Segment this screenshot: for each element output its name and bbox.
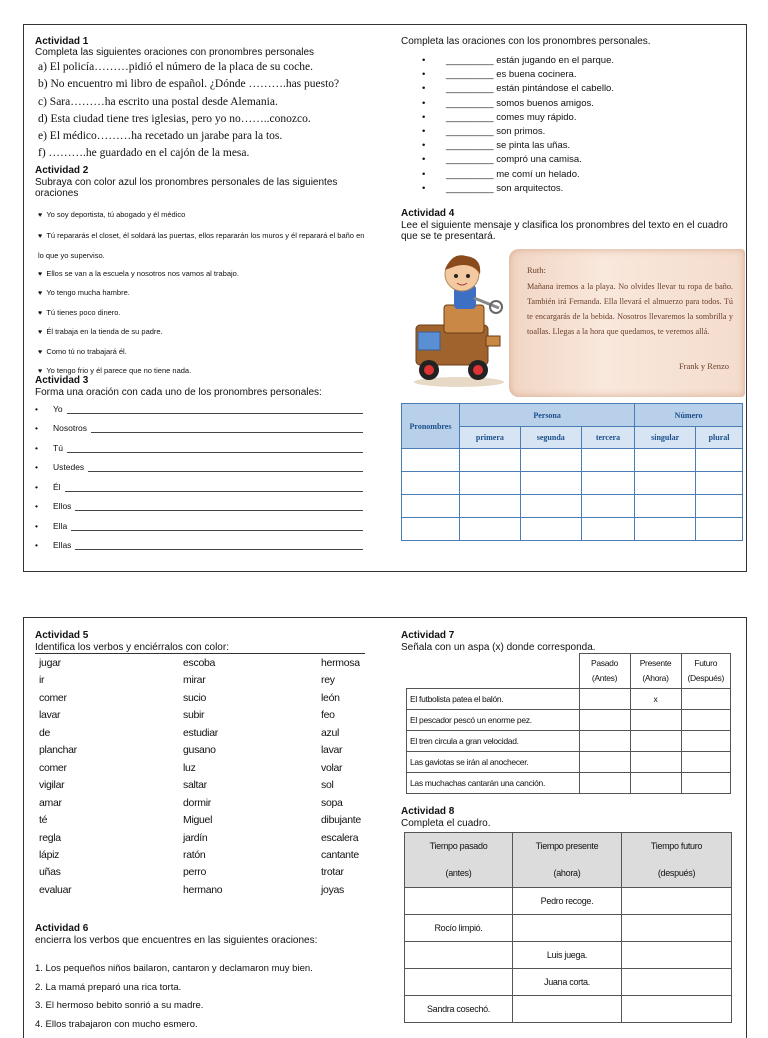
- word: perro: [183, 866, 207, 879]
- word: escalera: [321, 831, 359, 844]
- act6-item: 2. La mamá preparó una rica torta.: [35, 981, 182, 993]
- complete-item: • _________ me comí un helado.: [422, 168, 580, 180]
- table-row: Sandra cosechó.: [405, 996, 732, 1023]
- word: de: [39, 726, 51, 739]
- tense-table: [406, 653, 731, 794]
- word: hermosa: [321, 657, 360, 669]
- letter-scroll: [509, 249, 745, 397]
- word: estudiar: [183, 726, 218, 739]
- act2-item: ♥ Como tú no trabajará él.: [38, 346, 127, 356]
- act3-row: • Yo: [35, 399, 363, 419]
- word: planchar: [39, 744, 77, 757]
- table-row: [402, 495, 743, 518]
- table-row: [402, 472, 743, 495]
- act2-title: Actividad 2: [35, 165, 89, 176]
- act8-instruction: Completa el cuadro.: [401, 818, 491, 829]
- act3-row: • Ella: [35, 516, 363, 536]
- act5-col3: [321, 655, 361, 899]
- letter-signature: Frank y Renzo: [678, 361, 729, 371]
- complete-tense-table: [404, 832, 732, 1023]
- word: joyas: [321, 883, 345, 896]
- pronouns-table: [401, 403, 743, 541]
- word: comer: [39, 691, 67, 704]
- table-row: Las muchachas cantarán una canción.: [407, 773, 731, 794]
- word: vigilar: [39, 779, 65, 792]
- table-row: Pedro recoge.: [405, 888, 732, 915]
- word: jugar: [39, 657, 61, 669]
- word: saltar: [183, 779, 207, 792]
- word: amar: [39, 796, 62, 809]
- header-numero: Número: [635, 404, 743, 427]
- act2-item: ♥ Tú tienes poco dinero.: [38, 307, 121, 317]
- word: lavar: [39, 709, 61, 722]
- complete-item: • _________ son primos.: [422, 126, 546, 138]
- header-pronombres: Pronombres: [402, 404, 460, 449]
- act3-row: • Tú: [35, 438, 363, 458]
- word: luz: [183, 761, 196, 774]
- word: té: [39, 814, 48, 827]
- act2-instruction: Subraya con color azul los pronombres personales de las siguientes oraciones: [35, 177, 338, 199]
- word: gusano: [183, 744, 216, 757]
- boy-in-car-illustration: [404, 250, 514, 390]
- word: ir: [39, 674, 45, 687]
- word: evaluar: [39, 883, 72, 896]
- table-row: Rocío limpió.: [405, 915, 732, 942]
- complete-item: • _________ es buena cocinera.: [422, 69, 577, 81]
- table-row: Las gaviotas se irán al anochecer.: [407, 752, 731, 773]
- act3-row: • Ustedes: [35, 458, 363, 478]
- act2-list: [38, 206, 368, 382]
- word: volar: [321, 761, 343, 774]
- act3-list: [35, 399, 363, 555]
- word: dibujante: [321, 814, 361, 827]
- heart-bullet-icon: ♥: [38, 309, 43, 317]
- act1-list: [38, 59, 388, 163]
- act3-instruction: Forma una oración con cada uno de los pronombres personales:: [35, 387, 322, 398]
- header-singular: singular: [635, 427, 696, 449]
- word: regla: [39, 831, 61, 844]
- worksheet-top: [23, 24, 747, 572]
- word: sopa: [321, 796, 343, 809]
- complete-item: • _________ compró una camisa.: [422, 154, 582, 166]
- word: escoba: [183, 657, 216, 669]
- act2-item: ♥ Ellos se van a la escuela y nosotros nos vamos al trabajo.: [38, 268, 239, 278]
- act6-title: Actividad 6: [35, 923, 89, 934]
- header-tercera: tercera: [581, 427, 635, 449]
- word: ratón: [183, 848, 206, 861]
- act3-row: • Ellas: [35, 536, 363, 556]
- word: lápiz: [39, 848, 60, 861]
- header-plural: plural: [696, 427, 743, 449]
- complete-item: • _________ están pintándose el cabello.: [422, 83, 614, 95]
- act6-item: 3. El hermoso bebito sonrió a su madre.: [35, 1000, 204, 1011]
- table-row: [402, 449, 743, 472]
- act6-list: [35, 960, 313, 1034]
- complete-instruction: Completa las oraciones con los pronombres personales.: [401, 36, 651, 47]
- header-futuro: Futuro (Después): [681, 654, 731, 689]
- act3-row: • Él: [35, 477, 363, 497]
- act3-row: • Nosotros: [35, 419, 363, 439]
- act3-title: Actividad 3: [35, 375, 89, 386]
- table-row: Juana corta.: [405, 969, 732, 996]
- act2-item: ♥ Yo tengo frio y él parece que no tiene nada.: [38, 366, 192, 375]
- word: león: [321, 691, 340, 704]
- header-tiempo-presente: Tiempo presente (ahora): [513, 833, 622, 888]
- complete-list: [422, 54, 614, 196]
- act1-instruction: Completa las siguientes oraciones con pronombres personales: [35, 47, 315, 58]
- heart-bullet-icon: ♥: [38, 290, 43, 297]
- word: sucio: [183, 691, 207, 704]
- act6-instruction: encierra los verbos que encuentres en las siguientes oraciones:: [35, 935, 318, 946]
- letter-body: Mañana iremos a la playa. No olvides llevar tu ropa de baño. También irá Fernanda. Ella llevará el almuerzo para todos. Tú te encargarás de la bebida. Nosotros llevaremos la sombrilla y toallas. Llegas a la hora que quedamos, te veremos allá.: [527, 282, 733, 336]
- act2-item: ♥ Él trabaja en la tienda de su padre.: [38, 327, 163, 336]
- word: sol: [321, 779, 334, 792]
- act5-title: Actividad 5: [35, 630, 89, 641]
- act1-item: f) ……….he guardado en el cajón de la mesa.: [38, 147, 250, 160]
- complete-item: • _________ son arquitectos.: [422, 182, 564, 194]
- header-pasado: Pasado (Antes): [579, 654, 630, 689]
- act2-item: ♥ Yo tengo mucha hambre.: [38, 288, 130, 297]
- word: mirar: [183, 674, 206, 687]
- complete-item: • _________ se pinta las uñas.: [422, 140, 571, 152]
- act2-item: ♥ Tú repararás el closet, él soldará las puertas, ellos repararán los muros y él reparará el baño en lo que yo superviso.: [38, 230, 365, 260]
- word: Miguel: [183, 814, 213, 827]
- word: uñas: [39, 866, 61, 879]
- table-row: Luis juega.: [405, 942, 732, 969]
- word: cantante: [321, 848, 359, 861]
- complete-item: • _________ somos buenos amigos.: [422, 97, 594, 109]
- act2-item: ♥ Yo soy deportista, tú abogado y él médico: [38, 210, 186, 219]
- word: hermano: [183, 883, 223, 896]
- table-row: [402, 518, 743, 541]
- act1-item: e) El médico………ha recetado un jarabe para la tos.: [38, 130, 283, 143]
- word: jardín: [183, 831, 208, 844]
- word: lavar: [321, 744, 343, 757]
- act7-title: Actividad 7: [401, 630, 455, 641]
- heart-bullet-icon: ♥: [38, 329, 43, 336]
- complete-item: • _________ comes muy rápido.: [422, 111, 577, 123]
- heart-bullet-icon: ♥: [38, 368, 43, 375]
- act1-item: c) Sara………ha escrito una postal desde Alemania.: [38, 95, 278, 108]
- word: feo: [321, 709, 335, 722]
- word: azul: [321, 726, 340, 739]
- act5-col1: [39, 655, 77, 899]
- act3-row: • Ellos: [35, 497, 363, 517]
- act6-item: 1. Los pequeños niños bailaron, cantaron y declamaron muy bien.: [35, 963, 313, 974]
- act7-instruction: Señala con un aspa (x) donde corresponda.: [401, 642, 596, 653]
- complete-item: • _________ están jugando en el parque.: [422, 55, 614, 66]
- worksheet-bottom: [23, 617, 747, 1038]
- act5-instruction: Identifica los verbos y enciérralos con color:: [35, 642, 365, 654]
- table-row: El tren circula a gran velocidad.: [407, 731, 731, 752]
- table-row: El futbolista patea el balón. x: [407, 689, 731, 710]
- word: trotar: [321, 866, 344, 879]
- word: dormir: [183, 796, 211, 809]
- act1-item: a) El policía………pidió el número de la placa de su coche.: [38, 61, 313, 73]
- act4-title: Actividad 4: [401, 208, 455, 219]
- heart-bullet-icon: ♥: [38, 232, 43, 240]
- act1-title: Actividad 1: [35, 36, 89, 47]
- act6-item: 4. Ellos trabajaron con mucho esmero.: [35, 1018, 198, 1030]
- word: subir: [183, 709, 205, 722]
- header-presente: Presente (Ahora): [630, 654, 681, 689]
- header-tiempo-futuro: Tiempo futuro (después): [622, 833, 732, 888]
- heart-bullet-icon: ♥: [38, 348, 43, 356]
- act4-instruction: Lee el siguiente mensaje y clasifica los pronombres del texto en el cuadro que se te presentará.: [401, 220, 728, 242]
- heart-bullet-icon: ♥: [38, 212, 43, 219]
- heart-bullet-icon: ♥: [38, 270, 43, 278]
- word: rey: [321, 674, 335, 687]
- act1-item: d) Esta ciudad tiene tres iglesias, pero yo no……..conozco.: [38, 112, 311, 125]
- header-segunda: segunda: [520, 427, 581, 449]
- header-primera: primera: [460, 427, 521, 449]
- word: comer: [39, 761, 67, 774]
- act5-col2: [183, 655, 222, 899]
- act1-item: b) No encuentro mi libro de español. ¿Dónde ……….has puesto?: [38, 78, 340, 91]
- header-persona: Persona: [460, 404, 635, 427]
- letter-greeting: Ruth:: [527, 265, 546, 275]
- act8-title: Actividad 8: [401, 806, 455, 817]
- table-row: El pescador pescó un enorme pez.: [407, 710, 731, 731]
- header-tiempo-pasado: Tiempo pasado (antes): [405, 833, 513, 888]
